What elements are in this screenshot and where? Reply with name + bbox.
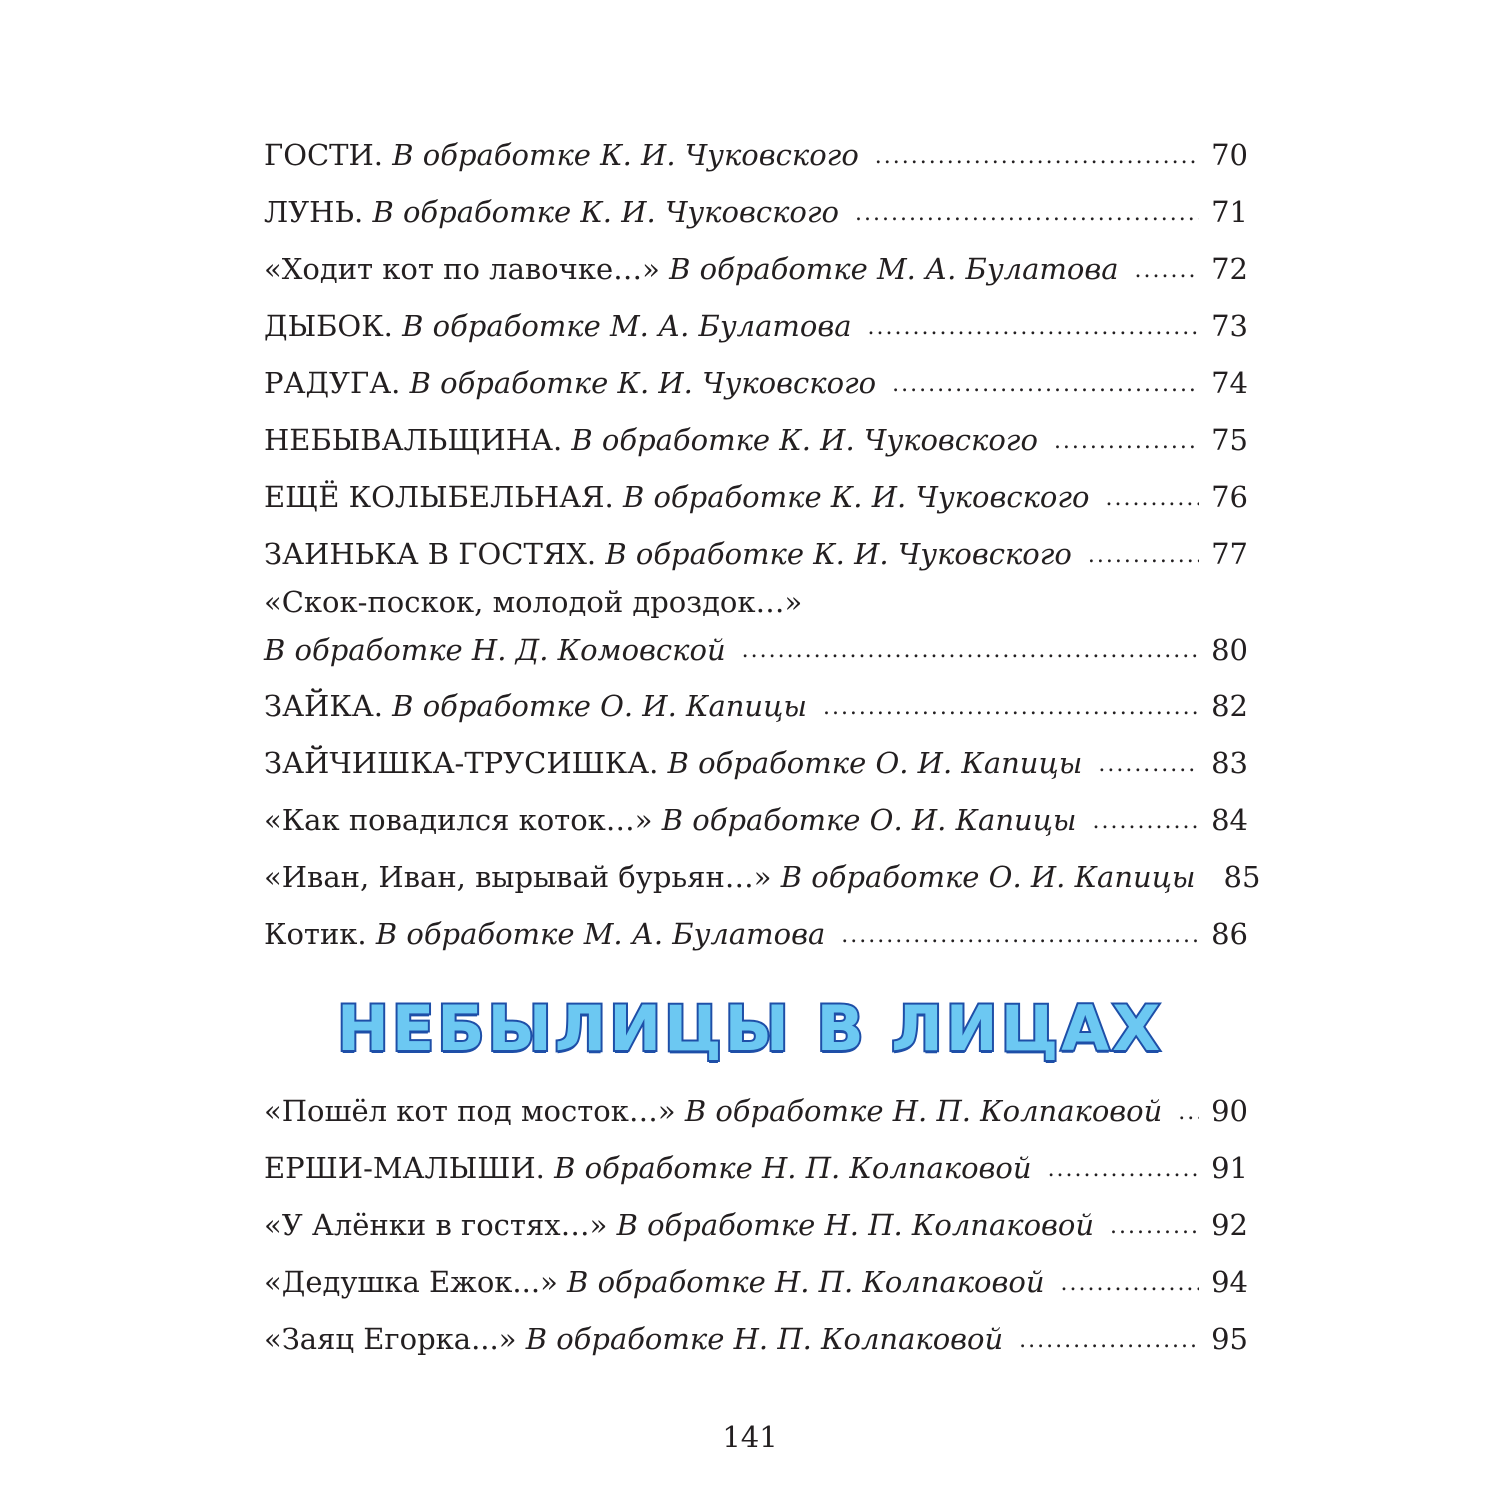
toc-entry-page: 75 xyxy=(1211,422,1248,457)
toc-entry[interactable] xyxy=(264,791,1248,848)
dot-leader xyxy=(1105,486,1199,511)
toc-entry[interactable] xyxy=(264,1253,1248,1310)
toc-entry-title: «Иван, Иван, вырывай бурьян…» xyxy=(264,859,772,894)
dot-leader xyxy=(742,638,1199,663)
toc-entry-title: ЗАИНЬКА В ГОСТЯХ. xyxy=(264,536,597,571)
toc-entry-title: «Скок-поскок, молодой дроздок…» xyxy=(264,585,803,619)
dot-leader xyxy=(1178,1100,1199,1125)
toc-entry[interactable] xyxy=(264,848,1261,905)
toc-entry-page: 71 xyxy=(1211,194,1248,229)
toc-entry-title: «Как повадился коток…» xyxy=(264,802,653,837)
page-number: 141 xyxy=(722,1420,778,1454)
toc-entry-page: 82 xyxy=(1211,688,1248,723)
toc-entry-title: ЛУНЬ. xyxy=(264,194,364,229)
toc-entry-title: «Ходит кот по лавочке…» xyxy=(264,251,660,286)
dot-leader xyxy=(875,144,1199,169)
dot-leader xyxy=(823,695,1199,720)
toc-entry-author: В обработке М. А. Булатова xyxy=(402,308,852,343)
toc-entry-page: 85 xyxy=(1223,859,1261,894)
toc-list-part1 xyxy=(264,126,1261,962)
toc-entry-author: В обработке М. А. Булатова xyxy=(375,916,826,951)
toc-entry[interactable] xyxy=(264,1082,1248,1139)
toc-entry[interactable] xyxy=(264,126,1248,183)
toc-entry-title: ЗАЙКА. xyxy=(264,688,383,723)
toc-entry-page: 84 xyxy=(1211,802,1248,837)
toc-entry-page: 80 xyxy=(1211,632,1248,667)
dot-leader xyxy=(892,372,1199,397)
toc-entry-author: В обработке О. И. Капицы xyxy=(392,688,807,723)
toc-entry[interactable] xyxy=(264,1310,1248,1367)
toc-entry-title: ЕРШИ-МАЛЫШИ. xyxy=(264,1150,545,1185)
toc-entry-author: В обработке Н. П. Колпаковой xyxy=(684,1093,1163,1128)
toc-entry[interactable] xyxy=(264,734,1248,791)
toc-entry[interactable] xyxy=(264,677,1248,734)
toc-entry-title: Котик. xyxy=(264,916,367,951)
toc-entry-title: «У Алёнки в гостях…» xyxy=(264,1207,608,1242)
toc-entry-page: 92 xyxy=(1211,1207,1248,1242)
toc-entry-author: В обработке Н. П. Колпаковой xyxy=(525,1321,1004,1356)
toc-entry-author: В обработке Н. П. Колпаковой xyxy=(554,1150,1032,1185)
dot-leader xyxy=(1110,1214,1199,1239)
toc-entry-page: 77 xyxy=(1211,536,1248,571)
toc-entry-title: «Пошёл кот под мосток…» xyxy=(264,1093,676,1128)
toc-entry-page: 90 xyxy=(1211,1093,1248,1128)
dot-leader xyxy=(1098,752,1199,777)
toc-entry[interactable] xyxy=(264,1196,1248,1253)
toc-entry-author: В обработке О. И. Капицы xyxy=(780,859,1196,894)
toc-entry-author: В обработке К. И. Чуковского xyxy=(622,479,1090,514)
toc-entry-page: 70 xyxy=(1211,137,1248,172)
dot-leader xyxy=(868,315,1200,340)
toc-entry-title: ЕЩЁ КОЛЫБЕЛЬНАЯ. xyxy=(264,479,614,514)
toc-entry[interactable] xyxy=(264,1139,1248,1196)
toc-entry-author: В обработке О. И. Капицы xyxy=(661,802,1077,837)
toc-entry-author: В обработке Н. П. Колпаковой xyxy=(567,1264,1045,1299)
dot-leader xyxy=(1048,1157,1200,1182)
toc-entry-author: В обработке М. А. Булатова xyxy=(669,251,1119,286)
toc-entry-page: 95 xyxy=(1211,1321,1248,1356)
toc-entry[interactable] xyxy=(264,525,1248,582)
toc-entry-page: 74 xyxy=(1211,365,1248,400)
toc-entry-title: «Дедушка Ежок...» xyxy=(264,1264,558,1299)
toc-entry-page: 83 xyxy=(1211,745,1248,780)
toc-entry-title: ДЫБОК. xyxy=(264,308,393,343)
toc-entry-author: В обработке Н. Д. Комовской xyxy=(264,632,726,667)
toc-entry-author: В обработке Н. П. Колпаковой xyxy=(616,1207,1095,1242)
toc-entry-author: В обработке К. И. Чуковского xyxy=(605,536,1072,571)
toc-entry-page: 91 xyxy=(1211,1150,1248,1185)
toc-entry-title: НЕБЫВАЛЬЩИНА. xyxy=(264,422,563,457)
dot-leader xyxy=(855,201,1199,226)
dot-leader xyxy=(1135,258,1200,283)
toc-entry-page: 73 xyxy=(1211,308,1248,343)
dot-leader xyxy=(1019,1328,1199,1353)
toc-entry[interactable] xyxy=(264,905,1248,962)
toc-entry-title: «Заяц Егорка...» xyxy=(264,1321,517,1356)
dot-leader xyxy=(1061,1271,1200,1296)
toc-entry[interactable] xyxy=(264,297,1248,354)
toc-entry-author: В обработке К. И. Чуковского xyxy=(372,194,839,229)
dot-leader xyxy=(1054,429,1199,454)
toc-entry-title: ГОСТИ. xyxy=(264,137,384,172)
toc-entry-author: В обработке К. И. Чуковского xyxy=(409,365,877,400)
toc-entry[interactable] xyxy=(264,354,1248,411)
toc-entry-page: 76 xyxy=(1211,479,1248,514)
toc-entry[interactable] xyxy=(264,468,1248,525)
dot-leader xyxy=(1088,543,1199,568)
toc-entry-author: В обработке К. И. Чуковского xyxy=(571,422,1038,457)
toc-entry-page: 94 xyxy=(1211,1264,1248,1299)
toc-entry-page: 72 xyxy=(1211,251,1248,286)
toc-entry-title: РАДУГА. xyxy=(264,365,401,400)
toc-entry-page: 86 xyxy=(1211,916,1248,951)
toc-entry[interactable] xyxy=(264,183,1248,240)
dot-leader xyxy=(841,923,1199,948)
toc-entry[interactable] xyxy=(264,411,1248,468)
toc-entry[interactable] xyxy=(264,240,1248,297)
section-heading: НЕБЫЛИЦЫ В ЛИЦАХ xyxy=(337,992,1163,1065)
dot-leader xyxy=(1093,809,1200,834)
toc-list-part2 xyxy=(264,1082,1248,1367)
toc-entry-author: В обработке К. И. Чуковского xyxy=(392,137,859,172)
toc-entry-author: В обработке О. И. Капицы xyxy=(667,745,1083,780)
toc-entry-title: ЗАЙЧИШКА-ТРУСИШКА. xyxy=(264,745,659,780)
toc-entry[interactable] xyxy=(264,582,1248,677)
